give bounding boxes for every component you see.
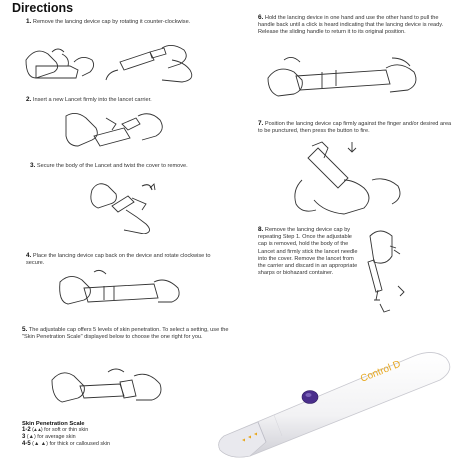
step-2-illustration: [60, 106, 170, 154]
step-6-illustration: [262, 52, 432, 110]
step-3: [30, 162, 230, 170]
step-8: [258, 226, 362, 277]
step-text: Secure the body of the Lancet and twist the cover to remove.: [36, 163, 188, 169]
page-title: Directions: [12, 1, 74, 15]
scale-marker: (▴ ▴): [32, 427, 43, 433]
scale-marker: (▲): [26, 434, 36, 440]
step-number: 7.: [258, 120, 264, 127]
step-text: Insert a new Lancet firmly into the lancet carrier.: [32, 97, 152, 103]
step-6: [258, 14, 456, 37]
step-number: 6.: [258, 14, 264, 21]
step-5-illustration: [48, 364, 178, 416]
scale-level: 1-2: [22, 427, 31, 433]
scale-desc: for soft or thin skin: [44, 427, 89, 433]
scale-marker: (▲ ▲): [32, 441, 48, 447]
step-text: Place the lancing device cap back on the device and rotate clockwise to secure.: [26, 253, 211, 267]
step-text: Hold the lancing device in one hand and use the other hand to pull the handle back until a click is heard indicating that the lancing device is ready. Release the sliding handle to return it to its original position.: [258, 15, 444, 36]
step-number: 3.: [30, 162, 36, 169]
step-text: Position the lancing device cap firmly against the finger and/or desired area to be punctured, then press the button to fire.: [258, 121, 452, 135]
step-1: [26, 18, 226, 26]
scale-row: [22, 427, 222, 434]
scale-level: 3: [22, 434, 26, 440]
scale-level: 4-5: [22, 441, 31, 447]
scale-desc: for thick or calloused skin: [49, 441, 110, 447]
step-3-illustration: [82, 176, 172, 234]
step-text: Remove the lancing device cap by repeating Step 1. Once the adjustable cap is removed, hold the body of the Lancet and firmly stick the lancet needle into the cover. Remove the lancet from the carrier and discard in an appropriate sharps or biohazard container.: [258, 227, 358, 277]
scale-title: Skin Penetration Scale: [22, 421, 85, 427]
lancing-device-image: [214, 338, 462, 462]
step-5: [22, 326, 234, 341]
step-4: [26, 252, 224, 267]
step-text: The adjustable cap offers 5 levels of skin penetration. To select a setting, use the "Skin Penetration Scale" displayed below to choose the one right for you.: [22, 327, 229, 341]
fire-button: [302, 391, 318, 404]
step-7: [258, 120, 456, 135]
step-number: 1.: [26, 18, 32, 25]
scale-row: [22, 434, 222, 441]
scale-desc: for average skin: [37, 434, 76, 440]
skin-penetration-scale: [22, 421, 222, 448]
step-1-illustration: [22, 40, 222, 92]
step-7-illustration: [282, 140, 412, 220]
scale-row: [22, 441, 222, 448]
step-8-illustration: [360, 226, 422, 318]
step-4-illustration: [54, 268, 184, 316]
step-number: 5.: [22, 326, 28, 333]
step-number: 4.: [26, 252, 32, 259]
step-number: 8.: [258, 226, 264, 233]
step-2: [26, 96, 226, 104]
device-brand: Control D: [359, 358, 403, 385]
step-text: Remove the lancing device cap by rotating it counter-clockwise.: [32, 19, 191, 25]
step-number: 2.: [26, 96, 32, 103]
